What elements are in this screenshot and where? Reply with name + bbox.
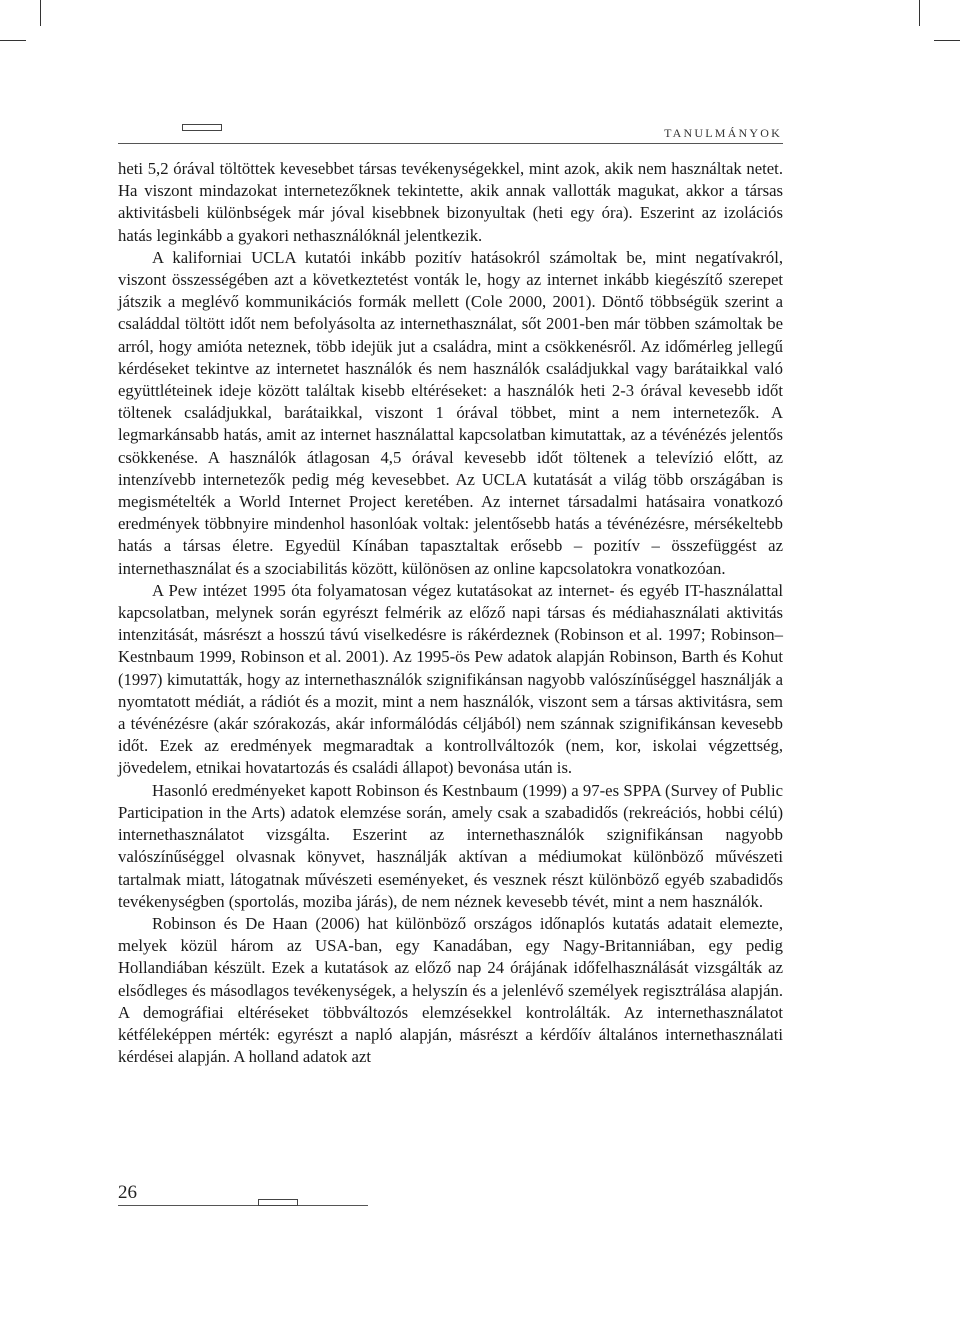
article-body: [118, 158, 783, 1068]
paragraph-3: A Pew intézet 1995 óta folyamatosan végez kutatásokat az internet- és egyéb IT-használattal kapcsolatban, melynek során egyrészt felmérik az előző napi társas és médiahasználati aktivitás intenzitását, másrészt a hosszú távú viselkedésre is rákérdeznek (Robinson et al. 1997; Robinson–Kestnbaum 1999, Robinson et al. 2001). Az 1995-ös Pew adatok alapján Robinson, Barth és Kohut (1997) kimutatták, hogy az internethasználók szignifikánsan nagyobb valószínűséggel használják a nyomtatott médiát, a rádiót és a mozit, mint a nem használók, viszont sem a társas aktivitásra, sem a tévénézésre (akár szórakozás, akár informálódás céljából) nem szánnak szignifikánsan kevesebb időt. Ezek az eredmények megmaradtak a kontrollváltozók (nem, kor, iskolai végzettség, jövedelem, etnikai hovatartozás és családi állapot) bevonása után is.: [118, 580, 783, 778]
page-number: 26: [118, 1182, 137, 1203]
header-ornament-box: [182, 124, 222, 131]
footer-ornament-box: [258, 1199, 298, 1206]
paragraph-2: A kaliforniai UCLA kutatói inkább pozitív hatásokról számoltak be, mint negatívakról, viszont összességében azt a következtetést vonták le, hogy az internet inkább kiegészítő szerepet játszik a meglévő kommunikációs formák mellett (Cole 2000, 2001). Döntő többségük szerint a családdal töltött időt nem befolyásolta az internethasználat, sőt 2001-ben már többen számoltak be arról, hogy amióta neteznek, több idejük jut a családra, mint a csökkenésről. Az időmérleg jellegű kérdéseket tekintve az internetet használók és nem használók családjukkal vagy barátaikkal való együttléteinek ideje között találtak kisebb eltéréseket: a használók heti 2-3 órával kevesebb időt töltenek családjukkal, barátaikkal, viszont 1 órával többet, mint a nem internetezők. A legmarkánsabb hatás, amit az internet használattal kapcsolatban kimutattak, az a tévénézés jelentős csökkenése. A használók átlagosan 4,5 órával kevesebb időt töltenek a televízió előtt, az intenzívebb internetezők pedig még kevesebbet. Az UCLA kutatását a világ több országában is megismételték a World Internet Project keretében. Az internet társadalmi hatásaira vonatkozó eredmények többnyire mindenhol hasonlóak voltak: jelentősebb hatás a tévénézésre, mérsékeltebb hatás a társas életre. Egyedül Kínában tapasztaltak erősebb – pozitív – összefüggést az internethasználat és a szociabilitás között, különösen az online kapcsolatokra vonatkozóan.: [118, 247, 783, 578]
paragraph-1: heti 5,2 órával töltöttek kevesebbet társas tevékenységekkel, mint azok, akik nem használtak netet. Ha viszont mindazokat internetezőknek tekintette, akik annak vallották magukat, akkor a társas aktivitásbeli különbségek már jóval kisebbnek bizonyultak (heti egy óra). Eszerint az izolációs hatás leginkább a gyakori nethasználóknál jelentkezik.: [118, 159, 783, 245]
footer-rule: [118, 1205, 368, 1206]
crop-mark-top-left-v: [40, 0, 41, 26]
crop-mark-top-left-h: [0, 40, 26, 41]
paragraph-5: Robinson és De Haan (2006) hat különböző országos időnaplós kutatás adatait elemezte, melyek közül három az USA-ban, egy Kanadában, egy Nagy-Britanniában, egy pedig Hollandiában készült. Ezek a kutatások az előző nap 24 órájának időfelhasználását vizsgálták az elsődleges és másodlagos tevékenységek, a helyszín és a jelenlévő személyek regisztrálása alapján. A demográfiai eltéréseket többváltozós elemzésekkel kontrolálták. Az internethasználatot kétféleképpen mérték: egyrészt a napló alapján, másrészt a kérdőív általános internethasználati kérdései alapján. A holland adatok azt: [118, 913, 783, 1067]
crop-mark-top-right-v: [919, 0, 920, 26]
crop-mark-top-right-h: [934, 40, 960, 41]
header-rule: [118, 143, 783, 144]
section-label: TANULMÁNYOK: [664, 126, 782, 140]
paragraph-4: Hasonló eredményeket kapott Robinson és Kestnbaum (1999) a 97-es SPPA (Survey of Public Participation in the Arts) adatok elemzése során, amely csak a szabadidős (rekreációs, hobbi célú) internethasználatot vizsgálta. Eszerint az internethasználók szignifikánsan nagyobb valószínűséggel olvasnak könyvet, használják aktívan a médiumokat különböző művészeti tartalmak miatt, látogatnak művészeti eseményeket, és vesznek részt különböző egyéb szabadidős tevékenységben (sportolás, moziba járás), de nem néznek kevesebb tévét, mint a nem használók.: [118, 780, 783, 911]
